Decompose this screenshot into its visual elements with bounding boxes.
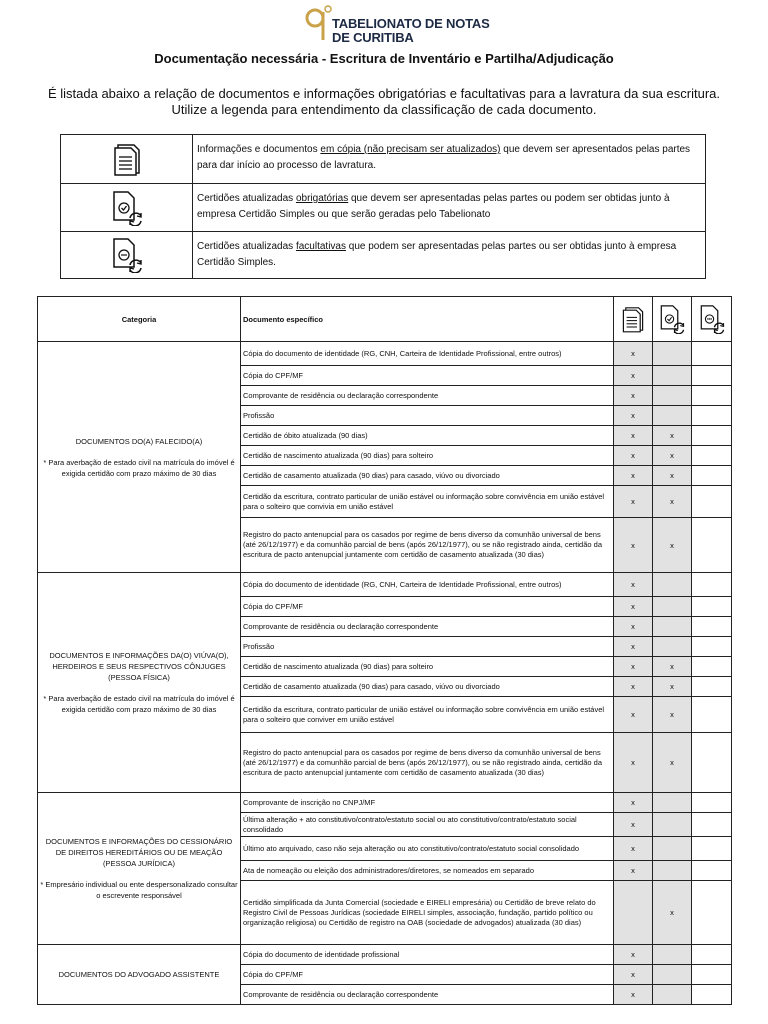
mark-cell-mandatory [653, 406, 692, 426]
certificate-optional-icon [61, 232, 193, 278]
mark-cell-copy: x [614, 342, 653, 366]
document-cell: Certidão simplificada da Junta Comercial (sociedade e EIRELI empresária) ou Certidão de breve relato do Registro Civil de Pessoas Jurídicas (sociedade EIRELI simples, associação, fundação, partido político ou organização religiosa) ou Certidão de registro na OAB (sociedade de advogados) atualizada (30 dias) [241, 881, 614, 945]
document-cell: Registro do pacto antenupcial para os casados por regime de bens diverso da comunhão universal de bens (até 26/12/1977) e da comunhão parcial de bens (após 26/12/1977), ou se não registrado ainda, certidão da escritura de pacto antenupcial juntamente com certidão de casamento atualizada (30 dias) [241, 518, 614, 573]
table-row [38, 945, 732, 965]
mark-cell-copy: x [614, 697, 653, 733]
mark-cell-mandatory [653, 793, 692, 813]
certificate-mandatory-icon [653, 297, 692, 342]
certificate-mandatory-icon [61, 184, 193, 231]
logo-mark-icon [304, 4, 334, 42]
mark-cell-optional [692, 861, 732, 881]
documents-table [37, 296, 732, 1005]
mark-cell-optional [692, 793, 732, 813]
category-cell [38, 793, 241, 945]
category-name: DOCUMENTOS E INFORMAÇÕES DA(O) VIÚVA(O), HERDEIROS E SEUS RESPECTIVOS CÔNJUGES (PESSOA FÍSICA) [49, 651, 229, 682]
mark-cell-copy: x [614, 965, 653, 985]
mark-cell-optional [692, 881, 732, 945]
mark-cell-copy: x [614, 617, 653, 637]
mark-cell-copy: x [614, 945, 653, 965]
mark-cell-optional [692, 697, 732, 733]
document-cell: Cópia do documento de identidade profissional [241, 945, 614, 965]
mark-cell-optional [692, 657, 732, 677]
document-cell: Certidão de casamento atualizada (90 dias) para casado, viúvo ou divorciado [241, 677, 614, 697]
mark-cell-optional [692, 813, 732, 837]
mark-cell-mandatory: x [653, 466, 692, 486]
mark-cell-mandatory [653, 965, 692, 985]
mark-cell-copy: x [614, 446, 653, 466]
mark-cell-mandatory [653, 386, 692, 406]
mark-cell-mandatory: x [653, 697, 692, 733]
mark-cell-copy: x [614, 486, 653, 518]
table-row [38, 573, 732, 597]
document-cell: Ata de nomeação ou eleição dos administradores/diretores, se nomeados em separado [241, 861, 614, 881]
category-note: * Para averbação de estado civil na matrícula do imóvel é exigida certidão com prazo máximo de 30 dias [43, 694, 235, 714]
mark-cell-copy [614, 881, 653, 945]
legend-text: Certidões atualizadas obrigatórias que devem ser apresentadas pelas partes ou podem ser obtidas junto à empresa Certidão Simples ou que serão geradas pelo Tabelionato [197, 193, 670, 220]
mark-cell-mandatory [653, 945, 692, 965]
certificate-optional-icon [692, 297, 732, 342]
mark-cell-optional [692, 733, 732, 793]
mark-cell-copy: x [614, 466, 653, 486]
table-row [38, 342, 732, 366]
document-cell: Comprovante de residência ou declaração correspondente [241, 386, 614, 406]
mark-cell-optional [692, 573, 732, 597]
mark-cell-optional [692, 617, 732, 637]
mark-cell-copy: x [614, 733, 653, 793]
page-title: Documentação necessária - Escritura de Inventário e Partilha/Adjudicação [154, 51, 614, 66]
document-cell: Certidão da escritura, contrato particular de união estável ou informação sobre convivência em união estável para o solteiro que conviver em união estável [241, 697, 614, 733]
mark-cell-copy: x [614, 426, 653, 446]
mark-cell-copy: x [614, 518, 653, 573]
mark-cell-mandatory [653, 985, 692, 1005]
logo-line1: TABELIONATO DE NOTAS [332, 16, 490, 31]
category-note: * Empresário individual ou ente despersonalizado consultar o escrevente responsável [40, 880, 238, 900]
mark-cell-optional [692, 466, 732, 486]
mark-cell-mandatory: x [653, 657, 692, 677]
table-header-row [38, 297, 732, 342]
document-cell: Certidão da escritura, contrato particular de união estável ou informação sobre convivência em união estável para o solteiro que convivia em união estável [241, 486, 614, 518]
mark-cell-mandatory [653, 366, 692, 386]
mark-cell-mandatory: x [653, 881, 692, 945]
document-cell: Comprovante de residência ou declaração correspondente [241, 985, 614, 1005]
document-cell: Cópia do CPF/MF [241, 366, 614, 386]
legend-row [61, 184, 705, 232]
mark-cell-optional [692, 518, 732, 573]
mark-cell-optional [692, 406, 732, 426]
legend-row [61, 135, 705, 184]
mark-cell-optional [692, 386, 732, 406]
mark-cell-copy: x [614, 985, 653, 1005]
document-cell: Cópia do CPF/MF [241, 965, 614, 985]
mark-cell-copy: x [614, 813, 653, 837]
mark-cell-mandatory: x [653, 677, 692, 697]
mark-cell-mandatory [653, 861, 692, 881]
mark-cell-mandatory [653, 637, 692, 657]
document-cell: Registro do pacto antenupcial para os casados por regime de bens diverso da comunhão universal de bens (até 26/12/1977) e da comunhão parcial de bens (após 26/12/1977), ou se não registrado ainda, certidão da escritura de pacto antenupcial juntamente com certidão de casamento atualizada (30 dias) [241, 733, 614, 793]
mark-cell-mandatory: x [653, 486, 692, 518]
mark-cell-optional [692, 985, 732, 1005]
category-name: DOCUMENTOS DO(A) FALECIDO(A) [75, 436, 203, 446]
mark-cell-optional [692, 426, 732, 446]
mark-cell-mandatory [653, 617, 692, 637]
category-note: * Para averbação de estado civil na matrícula do imóvel é exigida certidão com prazo máximo de 30 dias [43, 457, 235, 478]
legend-row [61, 232, 705, 278]
mark-cell-copy: x [614, 573, 653, 597]
mark-cell-optional [692, 597, 732, 617]
document-cell: Certidão de nascimento atualizada (90 dias) para solteiro [241, 446, 614, 466]
mark-cell-mandatory [653, 573, 692, 597]
document-cell: Comprovante de residência ou declaração correspondente [241, 617, 614, 637]
mark-cell-mandatory [653, 597, 692, 617]
category-cell [38, 342, 241, 573]
mark-cell-copy: x [614, 837, 653, 861]
document-cell: Último ato arquivado, caso não seja alteração ou ato constitutivo/contrato/estatuto social consolidado [241, 837, 614, 861]
table-row [38, 793, 732, 813]
mark-cell-optional [692, 486, 732, 518]
mark-cell-mandatory: x [653, 426, 692, 446]
legend-text: Certidões atualizadas facultativas que podem ser apresentadas pelas partes ou ser obtidas junto à empresa Certidão Simples. [197, 241, 677, 268]
mark-cell-mandatory: x [653, 733, 692, 793]
mark-cell-copy: x [614, 366, 653, 386]
document-cell: Cópia do CPF/MF [241, 597, 614, 617]
logo-line2: DE CURITIBA [332, 30, 414, 45]
category-name: DOCUMENTOS DO ADVOGADO ASSISTENTE [58, 970, 220, 979]
document-cell: Profissão [241, 406, 614, 426]
mark-cell-copy: x [614, 793, 653, 813]
document-cell: Cópia do documento de identidade (RG, CNH, Carteira de Identidade Profissional, entre outros) [241, 342, 614, 366]
mark-cell-copy: x [614, 597, 653, 617]
mark-cell-optional [692, 366, 732, 386]
mark-cell-copy: x [614, 677, 653, 697]
document-cell: Cópia do documento de identidade (RG, CNH, Carteira de Identidade Profissional, entre outros) [241, 573, 614, 597]
mark-cell-mandatory [653, 813, 692, 837]
mark-cell-optional [692, 965, 732, 985]
legend-table [60, 134, 706, 279]
document-copy-icon [61, 135, 193, 183]
mark-cell-copy: x [614, 637, 653, 657]
intro-line: Utilize a legenda para entendimento da classificação de cada documento. [171, 102, 597, 117]
mark-cell-optional [692, 677, 732, 697]
mark-cell-mandatory [653, 342, 692, 366]
documents-table-body [38, 342, 732, 1005]
mark-cell-mandatory [653, 837, 692, 861]
mark-cell-mandatory: x [653, 518, 692, 573]
document-cell: Comprovante de inscrição no CNPJ/MF [241, 793, 614, 813]
mark-cell-optional [692, 342, 732, 366]
document-cell: Certidão de casamento atualizada (90 dias) para casado, viúvo ou divorciado [241, 466, 614, 486]
document-copy-icon [614, 297, 653, 342]
category-cell [38, 573, 241, 793]
intro-line: É listada abaixo a relação de documentos e informações obrigatórias e facultativas para a lavratura da sua escritura. [47, 86, 721, 101]
mark-cell-copy: x [614, 657, 653, 677]
category-cell [38, 945, 241, 1005]
legend-text: Informações e documentos em cópia (não precisam ser atualizados) que devem ser apresentados pelas partes para dar início ao processo de lavratura. [197, 144, 691, 171]
logo [304, 4, 490, 45]
document-cell: Última alteração + ato constitutivo/contrato/estatuto social ou ato constitutivo/contrato/estatuto social consolidado [241, 813, 614, 837]
mark-cell-optional [692, 637, 732, 657]
document-cell: Certidão de óbito atualizada (90 dias) [241, 426, 614, 446]
mark-cell-copy: x [614, 386, 653, 406]
mark-cell-optional [692, 945, 732, 965]
category-name: DOCUMENTOS E INFORMAÇÕES DO CESSIONÁRIO DE DIREITOS HEREDITÁRIOS OU DE MEAÇÃO (PESSOA JURÍDICA) [45, 837, 233, 868]
mark-cell-copy: x [614, 861, 653, 881]
mark-cell-copy: x [614, 406, 653, 426]
document-cell: Profissão [241, 637, 614, 657]
column-header-category: Categoria [38, 297, 241, 342]
column-header-document: Documento específico [241, 297, 614, 342]
document-cell: Certidão de nascimento atualizada (90 dias) para solteiro [241, 657, 614, 677]
intro [0, 86, 768, 118]
mark-cell-optional [692, 837, 732, 861]
mark-cell-mandatory: x [653, 446, 692, 466]
mark-cell-optional [692, 446, 732, 466]
